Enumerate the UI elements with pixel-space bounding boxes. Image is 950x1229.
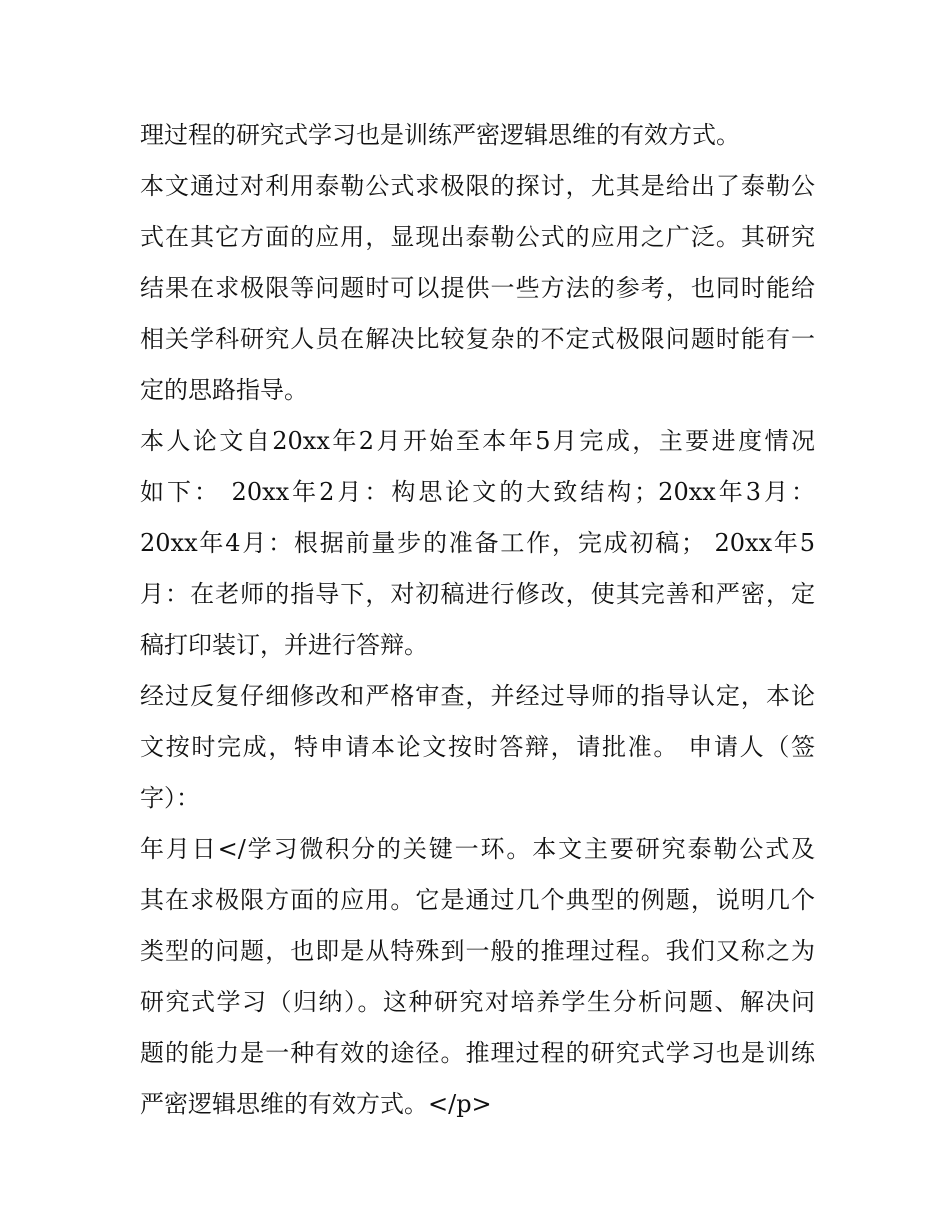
text-line: 定的思路指导。 bbox=[140, 376, 308, 404]
text-line: 式在其它方面的应用，显现出泰勒公式的应用之广泛。其研究 bbox=[140, 223, 815, 251]
text-line: 20xx年4月：根据前量步的准备工作，完成初稿； 20xx年5 bbox=[140, 529, 815, 557]
text-line: 年月日</学习微积分的关键一环。本文主要研究泰勒公式及 bbox=[140, 835, 815, 863]
text-line: 理过程的研究式学习也是训练严密逻辑思维的有效方式。 bbox=[140, 121, 740, 149]
text-line: 文按时完成，特申请本论文按时答辩，请批准。 申请人（签 bbox=[140, 733, 815, 761]
text-line: 题的能力是一种有效的途径。推理过程的研究式学习也是训练 bbox=[140, 1039, 815, 1067]
text-line: 本文通过对利用泰勒公式求极限的探讨，尤其是给出了泰勒公 bbox=[140, 172, 815, 200]
text-line: 严密逻辑思维的有效方式。</p> bbox=[140, 1090, 492, 1118]
text-line: 本人论文自20xx年2月开始至本年5月完成，主要进度情况 bbox=[140, 427, 815, 455]
text-line: 如下： 20xx年2月：构思论文的大致结构；20xx年3月： bbox=[140, 478, 815, 506]
text-line: 月：在老师的指导下，对初稿进行修改，使其完善和严密，定 bbox=[140, 580, 815, 608]
text-line: 类型的问题，也即是从特殊到一般的推理过程。我们又称之为 bbox=[140, 937, 815, 965]
text-line: 经过反复仔细修改和严格审查，并经过导师的指导认定，本论 bbox=[140, 682, 815, 710]
text-line: 稿打印装订，并进行答辩。 bbox=[140, 631, 428, 659]
text-line: 相关学科研究人员在解决比较复杂的不定式极限问题时能有一 bbox=[140, 325, 815, 353]
text-line: 研究式学习（归纳）。这种研究对培养学生分析问题、解决问 bbox=[140, 988, 815, 1016]
text-line: 结果在求极限等问题时可以提供一些方法的参考，也同时能给 bbox=[140, 274, 815, 302]
text-line: 字）： bbox=[140, 784, 200, 812]
text-line: 其在求极限方面的应用。它是通过几个典型的例题，说明几个 bbox=[140, 886, 815, 914]
body-text bbox=[140, 110, 815, 1130]
